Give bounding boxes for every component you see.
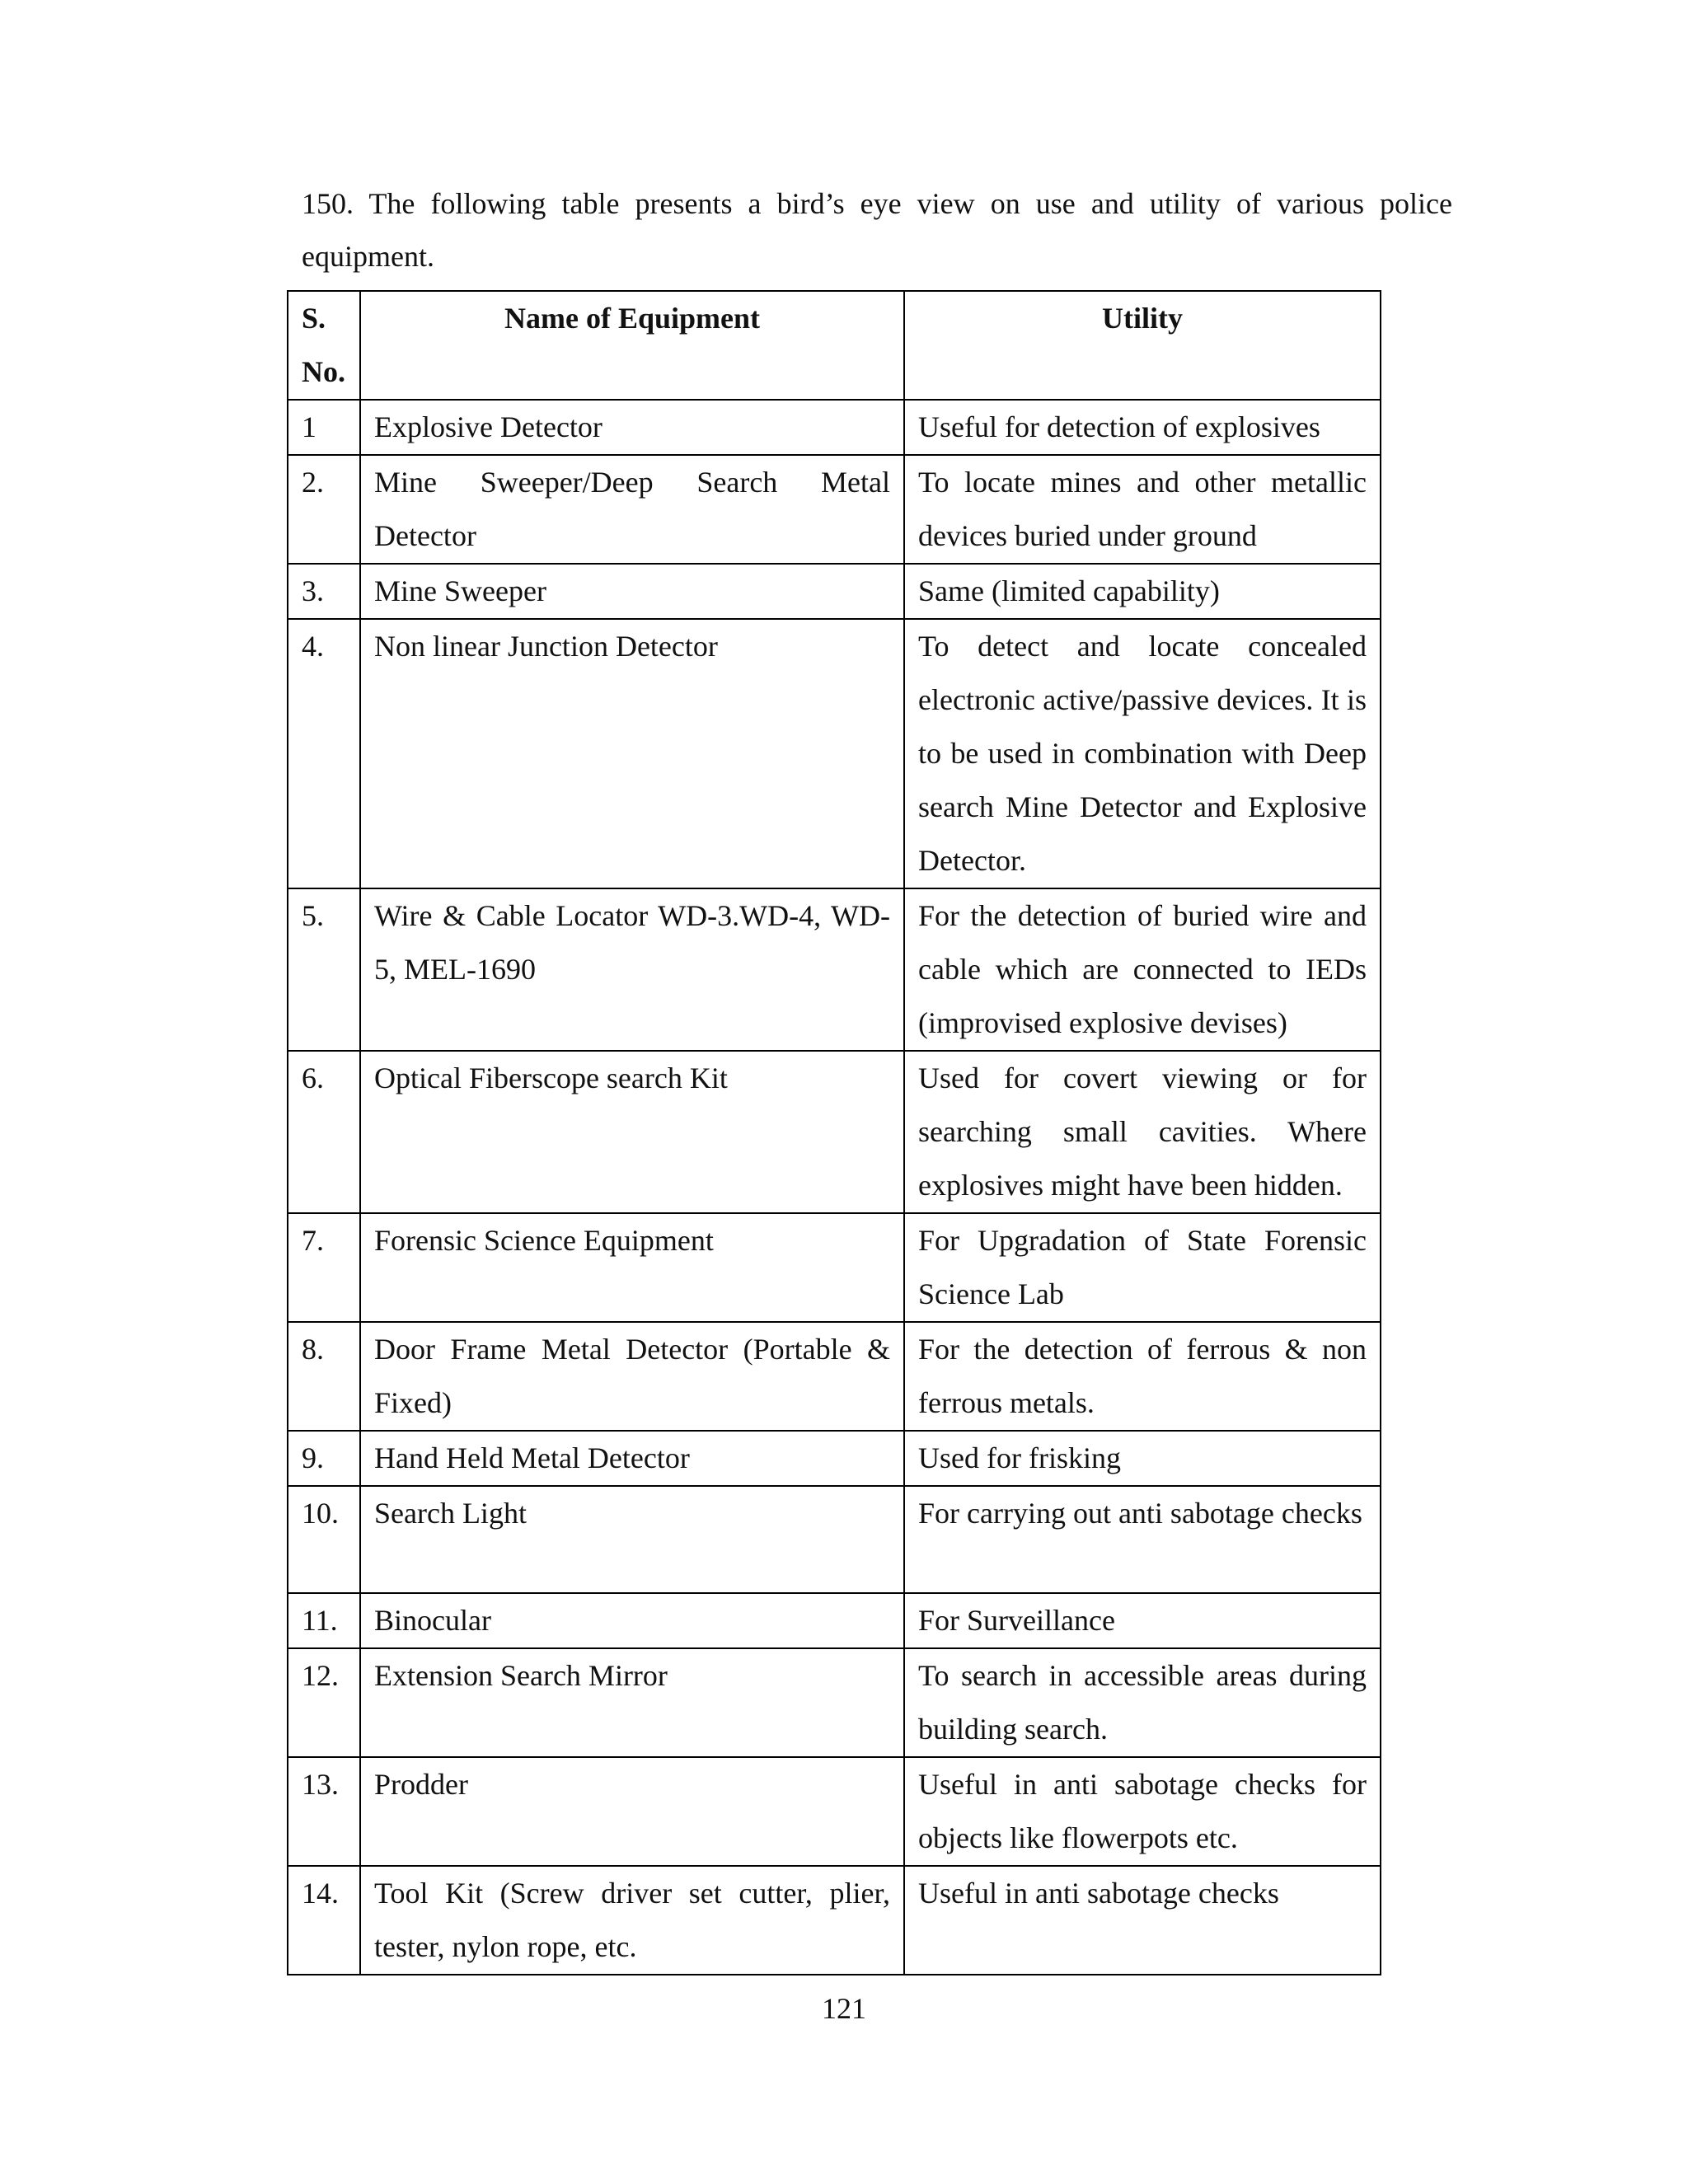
cell-sno: 7. [288,1213,360,1322]
cell-equipment-name: Hand Held Metal Detector [360,1431,904,1486]
cell-equipment-name: Extension Search Mirror [360,1648,904,1757]
header-serial-number: S. No. [288,291,360,400]
table-row [288,1757,1381,1866]
cell-equipment-name: Mine Sweeper/Deep Search Metal Detector [360,455,904,564]
cell-equipment-name: Mine Sweeper [360,564,904,619]
table-row [288,1051,1381,1213]
table-row [288,888,1381,1051]
cell-sno: 9. [288,1431,360,1486]
cell-equipment-name: Binocular [360,1593,904,1648]
table-row [288,564,1381,619]
cell-sno: 13. [288,1757,360,1866]
cell-utility: Useful for detection of explosives [904,400,1381,455]
cell-utility: Used for covert viewing or for searching small cavities. Where explosives might have been hidden. [904,1051,1381,1213]
cell-equipment-name: Forensic Science Equipment [360,1213,904,1322]
table-row [288,400,1381,455]
cell-sno: 3. [288,564,360,619]
table-row [288,1486,1381,1593]
cell-sno: 6. [288,1051,360,1213]
table-row [288,1866,1381,1975]
cell-utility: Useful in anti sabotage checks for objects like flowerpots etc. [904,1757,1381,1866]
header-equipment-name: Name of Equipment [360,291,904,400]
table-row [288,1213,1381,1322]
cell-equipment-name: Wire & Cable Locator WD-3.WD-4, WD-5, MEL-1690 [360,888,904,1051]
table-row [288,1322,1381,1431]
cell-utility: Same (limited capability) [904,564,1381,619]
cell-equipment-name: Non linear Junction Detector [360,619,904,888]
cell-utility: Used for frisking [904,1431,1381,1486]
table-row [288,619,1381,888]
cell-sno: 4. [288,619,360,888]
cell-sno: 8. [288,1322,360,1431]
cell-utility: For Surveillance [904,1593,1381,1648]
cell-equipment-name: Tool Kit (Screw driver set cutter, plier, tester, nylon rope, etc. [360,1866,904,1975]
cell-sno: 2. [288,455,360,564]
cell-utility: For the detection of buried wire and cable which are connected to IEDs (improvised explosive devises) [904,888,1381,1051]
cell-utility: To detect and locate concealed electronic active/passive devices. It is to be used in combination with Deep search Mine Detector and Explosive Detector. [904,619,1381,888]
cell-utility: For Upgradation of State Forensic Science Lab [904,1213,1381,1322]
cell-sno: 11. [288,1593,360,1648]
cell-utility: For carrying out anti sabotage checks [904,1486,1381,1593]
cell-sno: 5. [288,888,360,1051]
cell-utility: For the detection of ferrous & non ferrous metals. [904,1322,1381,1431]
equipment-table [287,290,1381,1975]
header-utility: Utility [904,291,1381,400]
table-row [288,1593,1381,1648]
table-row [288,1648,1381,1757]
cell-equipment-name: Door Frame Metal Detector (Portable & Fixed) [360,1322,904,1431]
table-header-row [288,291,1381,400]
cell-utility: To locate mines and other metallic devices buried under ground [904,455,1381,564]
cell-equipment-name: Explosive Detector [360,400,904,455]
cell-sno: 10. [288,1486,360,1593]
cell-sno: 12. [288,1648,360,1757]
cell-utility: Useful in anti sabotage checks [904,1866,1381,1975]
table-row [288,1431,1381,1486]
intro-paragraph: 150. The following table presents a bird’s eye view on use and utility of various police equipment. [302,187,1452,273]
cell-utility: To search in accessible areas during building search. [904,1648,1381,1757]
cell-sno: 1 [288,400,360,455]
cell-sno: 14. [288,1866,360,1975]
cell-equipment-name: Search Light [360,1486,904,1593]
cell-equipment-name: Prodder [360,1757,904,1866]
page-number: 121 [822,1992,866,2025]
table-row [288,455,1381,564]
cell-equipment-name: Optical Fiberscope search Kit [360,1051,904,1213]
